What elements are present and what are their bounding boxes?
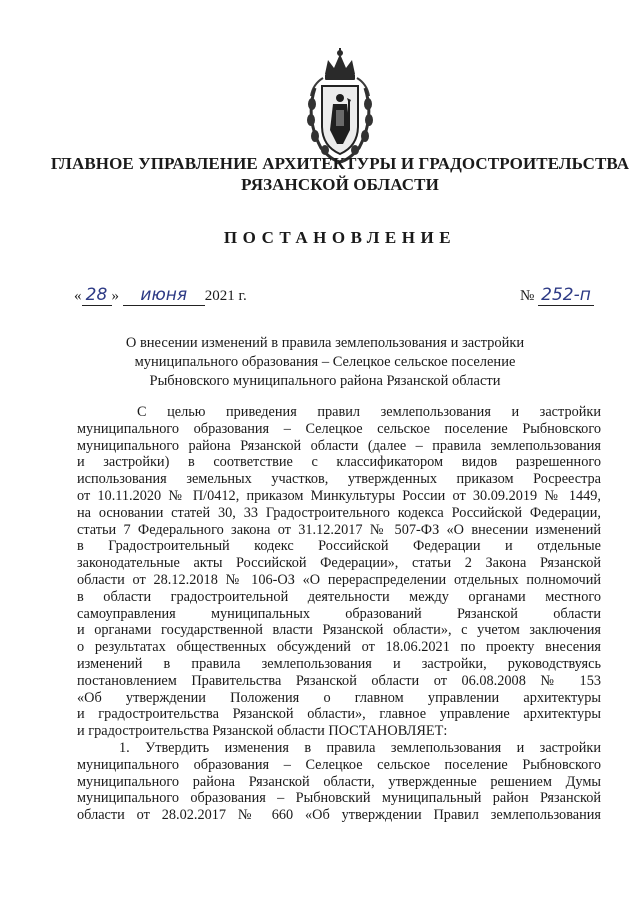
date-year: 2021 г. (204, 288, 247, 304)
document-type-title: ПОСТАНОВЛЕНИЕ (223, 228, 457, 247)
date-open-quote: « (74, 288, 82, 304)
body-line: муниципального образования – Селецкое сельское поселение Рыбновского (77, 756, 601, 773)
body-line: «Об утверждении Положения о главном управлении архитектуры (77, 689, 601, 706)
body-line: области от 28.12.2018 № 106-ОЗ «О перераспределении отдельных полномочий (77, 571, 601, 588)
date-number-row (74, 278, 594, 306)
body-line: в Градостроительный кодекс Российской Федерации и отдельные (77, 538, 601, 555)
body-line: законодательные акты Российской Федерации», статьи 2 Закона Рязанской (77, 555, 601, 572)
body-line: о результатах общественных обсуждений от 18.06.2021 по проекту внесения (77, 639, 601, 656)
body-line: на основании статей 30, 33 Градостроительного кодекса Российской Федерации, (77, 504, 601, 521)
body-line: муниципального образования – Селецкое сельское поселение Рыбновского (77, 420, 601, 437)
agency-name-line1: ГЛАВНОЕ УПРАВЛЕНИЕ АРХИТЕКТУРЫ И ГРАДОСТРОИТЕЛЬСТВА (50, 154, 630, 173)
body-line: самоуправления муниципальных образований Рязанской области (77, 605, 601, 622)
number-field (538, 286, 594, 306)
body-line: области от 28.02.2017 № 660 «Об утверждении Правил землепользования (77, 807, 601, 824)
subject-line: О внесении изменений в правила землепользования и застройки (125, 335, 525, 351)
document-number (520, 286, 594, 306)
document-body (77, 404, 601, 824)
body-line: и органами государственной власти Рязанской области», с учетом заключения (77, 622, 601, 639)
document-date (74, 286, 247, 306)
coat-of-arms-emblem (303, 48, 377, 166)
body-line: муниципального образования – Рыбновский муниципальный район Рязанской (77, 790, 601, 807)
body-line: использования земельных участков, утвержденных приказом Росреестра (77, 471, 601, 488)
body-line: в области градостроительной деятельности между органами местного (77, 588, 601, 605)
body-line: и застройки) в соответствие с классификатором видов разрешенного (77, 454, 601, 471)
date-close-quote: » (111, 288, 119, 304)
body-line: С целью приведения правил землепользования и застройки (137, 404, 601, 420)
date-day-field (82, 286, 112, 306)
agency-name-line2: РЯЗАНСКОЙ ОБЛАСТИ (241, 175, 439, 194)
date-month: июня (140, 285, 188, 305)
body-line: 1. Утвердить изменения в правила землепользования и застройки (119, 739, 601, 756)
body-line: изменений в правила землепользования и застройки, руководствуясь (77, 655, 601, 672)
body-line: от 10.11.2020 № П/0412, приказом Минкультуры России от 30.09.2019 № 1449, (77, 487, 601, 504)
date-day: 28 (85, 285, 108, 305)
date-month-field (123, 286, 205, 306)
document-subject (60, 334, 590, 391)
body-line: и градостроительства Рязанской области», главное управление архитектуры (77, 706, 601, 723)
number-value: 252-п (541, 285, 591, 305)
body-line: муниципального района Рязанской области, утвержденные решением Думы (77, 773, 601, 790)
body-line: постановлением Правительства Рязанской области от 06.08.2008 № 153 (77, 672, 601, 689)
body-line: статьи 7 Федерального закона от 31.12.2017 № 507-ФЗ «О внесении изменений (77, 521, 601, 538)
number-prefix: № (519, 288, 535, 304)
subject-line: муниципального образования – Селецкое сельское поселение (134, 354, 516, 370)
body-line: и градостроительства Рязанской области ПОСТАНОВЛЯЕТ: (77, 723, 448, 740)
body-line: муниципального района Рязанской области (далее – правила землепользования (77, 437, 601, 454)
subject-line: Рыбновского муниципального района Рязанской области (149, 373, 501, 389)
